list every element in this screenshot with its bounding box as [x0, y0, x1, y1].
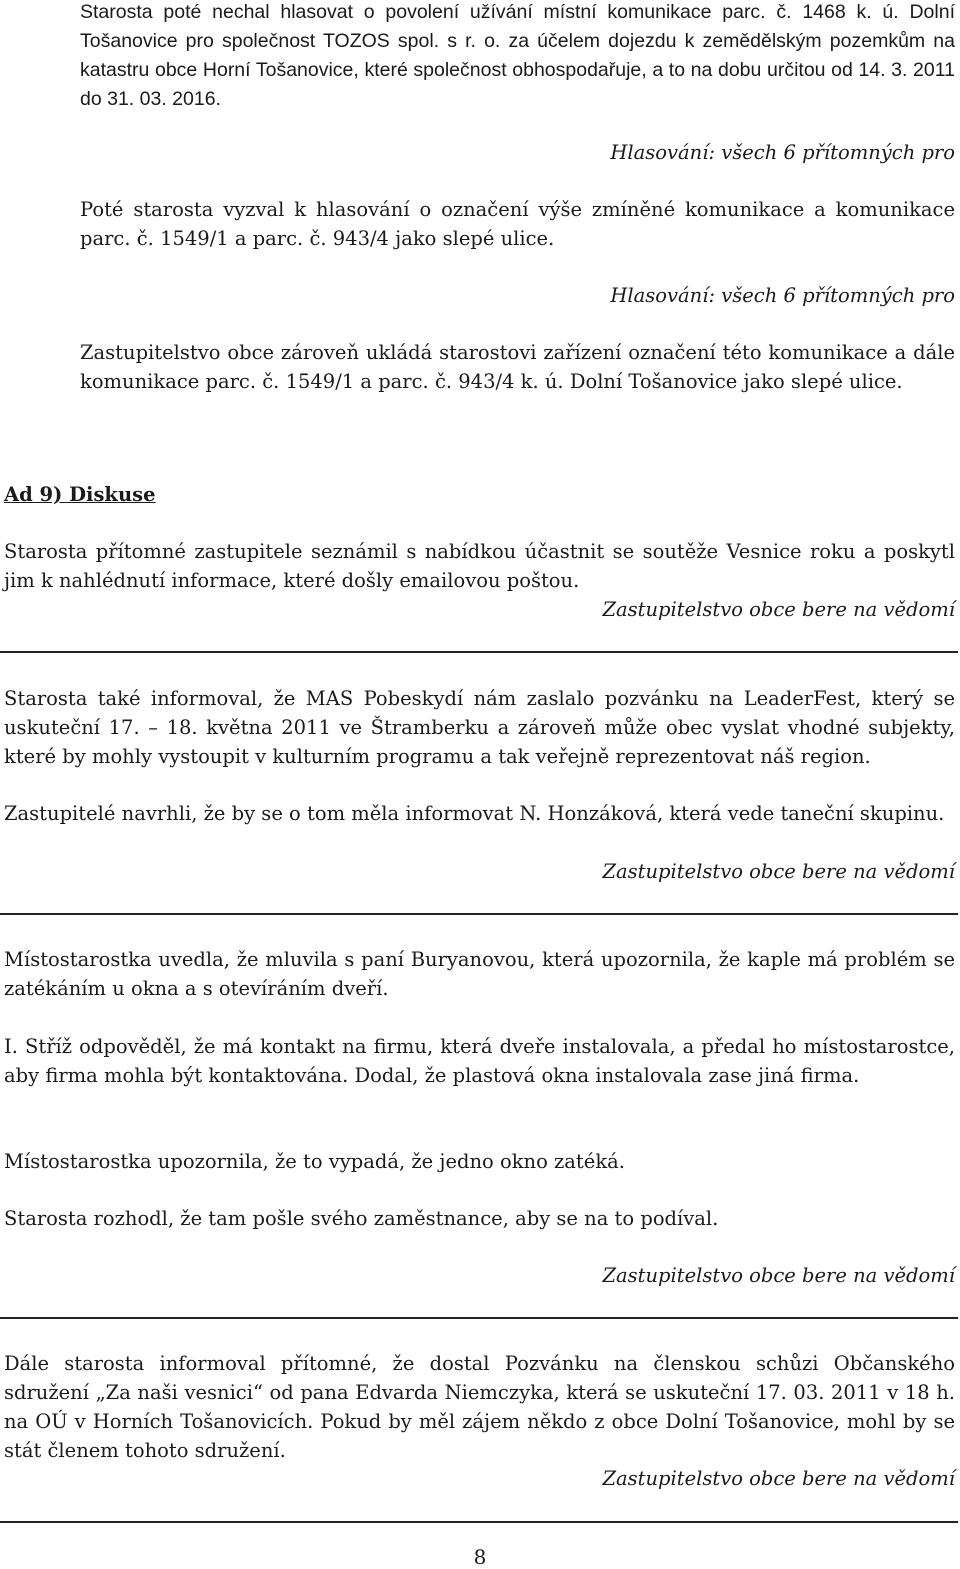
section-divider — [0, 1521, 958, 1523]
paragraph-tozos-permit: Starosta poté nechal hlasovat o povolení užívání místní komunikace parc. č. 1468 k. ú. Dolní Tošanovice pro společnost TOZOS spol. s r. o. za účelem dojezdu k zemědělským pozemkům na katastru obce Horní Tošanovice, které společnost obhospodařuje, a to na dobu určitou od 14. 3. 2011 do 31. 03. 2016. — [80, 1, 955, 110]
vote-result: Hlasování: všech 6 přítomných pro — [610, 284, 955, 307]
section-divider — [0, 913, 958, 915]
paragraph-village-contest: Starosta přítomné zastupitele seznámil s nabídkou účastnit se soutěže Vesnice roku a poskytl jim k nahlédnutí informace, které došly emailovou poštou. — [4, 540, 955, 592]
council-note: Zastupitelstvo obce bere na vědomí — [602, 1467, 955, 1490]
paragraph-association-invite: Dále starosta informoval přítomné, že dostal Pozvánku na členskou schůzi Občanského sdružení „Za naši vesnici“ od pana Edvarda Niemczyka, která se uskuteční 17. 03. 2011 v 18 h. na OÚ v Horních Tošanovicích. Pokud by měl zájem někdo z obce Dolní Tošanovice, mohl by se stát členem tohoto sdružení. — [4, 1352, 955, 1462]
paragraph-dance-group: Zastupitelé navrhli, že by se o tom měla informovat N. Honzáková, která vede taneční skupinu. — [4, 802, 945, 825]
paragraph-dead-end-vote: Poté starosta vyzval k hlasování o označení výše zmíněné komunikace a komunikace parc. č. 1549/1 a parc. č. 943/4 jako slepé ulice. — [80, 198, 955, 250]
vote-result: Hlasování: všech 6 přítomných pro — [610, 141, 955, 164]
paragraph-employee-check: Starosta rozhodl, že tam pošle svého zaměstnance, aby se na to podíval. — [4, 1207, 719, 1230]
section-divider — [0, 651, 958, 653]
paragraph-window-leak: Místostarostka upozornila, že to vypadá, že jedno okno zatéká. — [4, 1150, 625, 1173]
paragraph-chapel-leak: Místostarostka uvedla, že mluvila s paní Buryanovou, která upozornila, že kaple má problém se zatékáním u okna a s otevíráním dveří. — [4, 948, 955, 1000]
council-note: Zastupitelstvo obce bere na vědomí — [602, 598, 955, 621]
section-heading-discussion: Ad 9) Diskuse — [4, 483, 156, 506]
paragraph-leaderfest: Starosta také informoval, že MAS Pobeskydí nám zaslalo pozvánku na LeaderFest, který se uskuteční 17. – 18. května 2011 ve Štramberku a zároveň může obec vyslat vhodné subjekty, které by mohly vystoupit v kulturním programu a tak veřejně reprezentovat náš region. — [4, 687, 955, 768]
page-number: 8 — [473, 1545, 487, 1569]
council-note: Zastupitelstvo obce bere na vědomí — [602, 860, 955, 883]
paragraph-council-task: Zastupitelstvo obce zároveň ukládá starostovi zařízení označení této komunikace a dále komunikace parc. č. 1549/1 a parc. č. 943/4 k. ú. Dolní Tošanovice jako slepé ulice. — [80, 341, 955, 393]
council-note: Zastupitelstvo obce bere na vědomí — [602, 1264, 955, 1287]
paragraph-door-company: I. Stříž odpověděl, že má kontakt na firmu, která dveře instalovala, a předal ho místostarostce, aby firma mohla být kontaktována. Dodal, že plastová okna instalovala zase jiná firma. — [4, 1035, 955, 1087]
section-divider — [0, 1317, 958, 1319]
